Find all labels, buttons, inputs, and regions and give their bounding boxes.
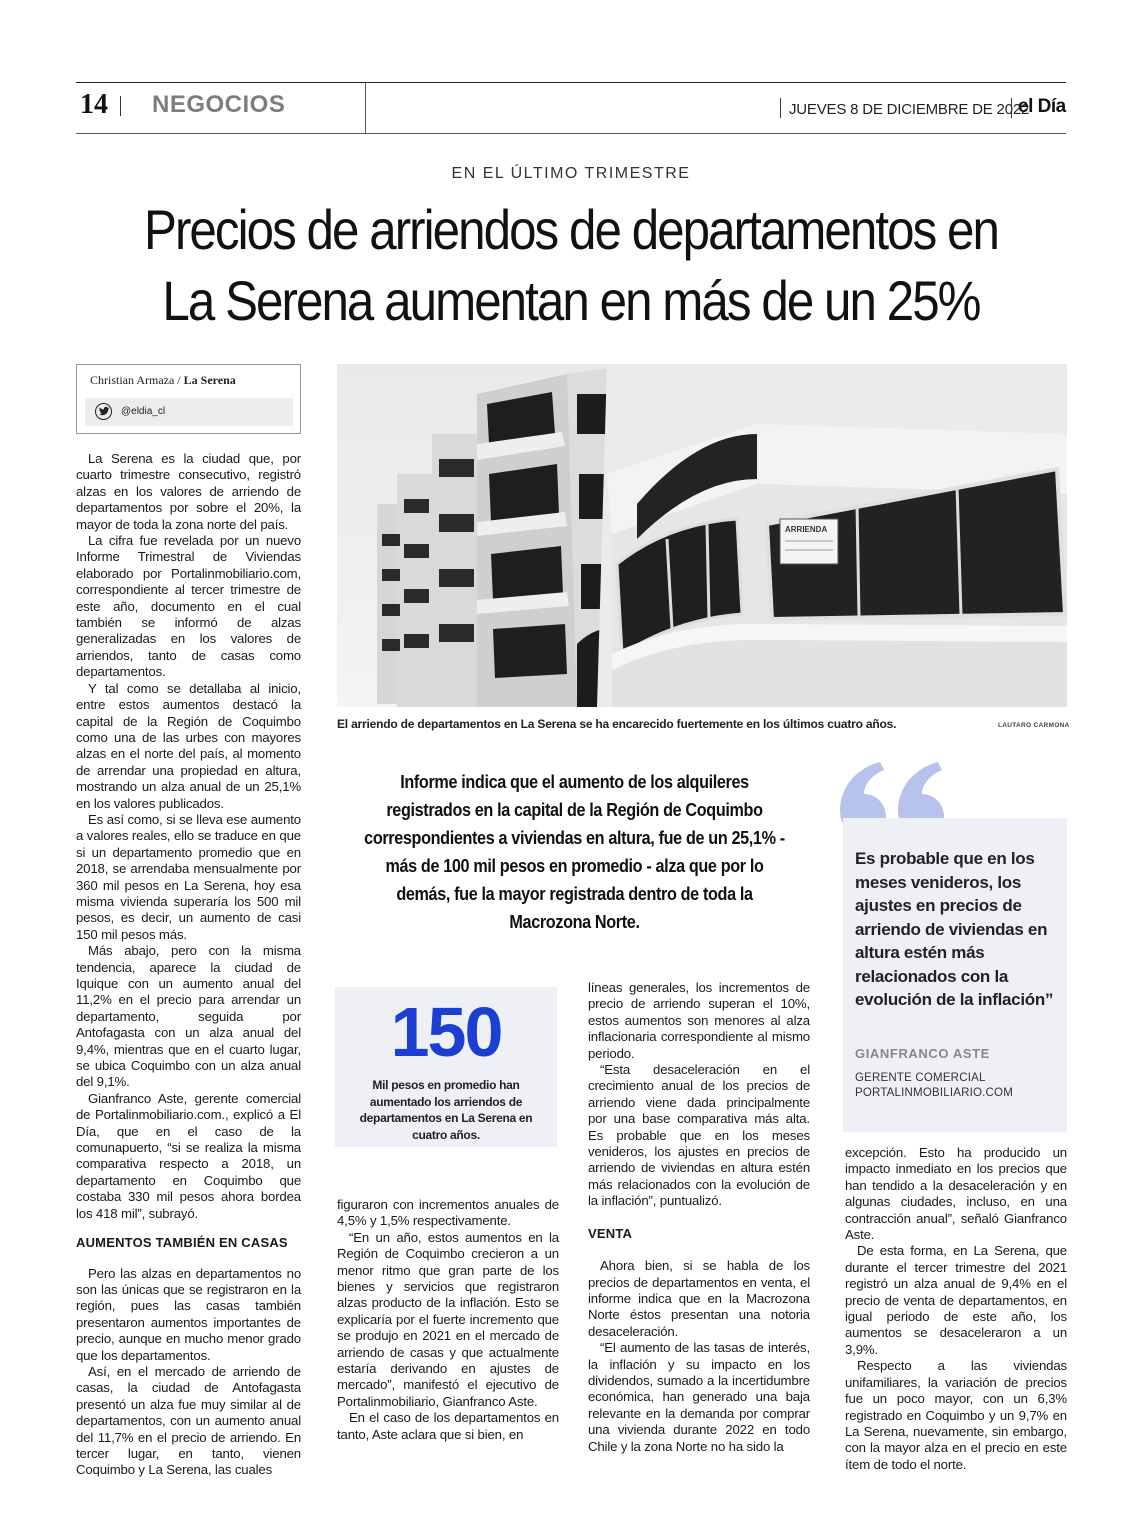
stat-description: Mil pesos en promedio han aumentado los arriendos de departamentos en La Serena en cuatro años. (359, 1078, 533, 1142)
header-separator (120, 96, 121, 116)
photo-credit: LAUTARO CARMONA (998, 722, 1070, 729)
photo-caption: El arriendo de departamentos en La Serena se ha encarecido fuertemente en los últimos cuatro años. (337, 717, 897, 731)
byline (90, 373, 236, 388)
headline-line-1: Precios de arriendos de departamentos en (144, 198, 998, 261)
header-separator (1011, 98, 1012, 118)
subheading: VENTA (588, 1225, 633, 1241)
stat-number: 150 (390, 993, 502, 1071)
issue-date: JUEVES 8 DE DICIEMBRE DE 2022 (789, 101, 1030, 118)
header-divider (365, 83, 366, 133)
paragraph: Pero las alzas en departamentos no son las únicas que se registraron en la región, pues las casas también presentaron aumentos importantes de precio, aunque en mucho menor grado que los departamentos. (76, 1265, 301, 1363)
stat-box (335, 987, 557, 1147)
headline-line-2: La Serena aumentan en más de un 25% (162, 268, 980, 332)
headline (121, 195, 1020, 336)
paragraph: Es así como, si se lleva ese aumento a valores reales, ello se traduce en que si un departamento promedio que en 2018, se arrendaba mensualmente por 360 mil pesos en La Serena, hoy esa misma vivienda superaría los 500 mil pesos, es decir, un aumento de casi 150 mil pesos más. (76, 811, 301, 942)
rent-sign-text: ARRIENDA (785, 525, 828, 534)
paragraph: líneas generales, los incrementos de precio de arriendo superan el 10%, estos aumentos son menores al alza inflacionaria correspondiente al mismo periodo. (588, 980, 810, 1061)
newspaper-logo: el Día (1018, 96, 1066, 117)
paragraph: “El aumento de las tasas de interés, la inflación y su impacto en los dividendos, sumado a la incertidumbre económica, han generado una baja relevante en la demanda por comprar una vivienda durante 2022 en todo Chile y la zona Norte no ha sido la (588, 1340, 810, 1454)
header-bottom-rule (76, 133, 1066, 134)
paragraph: Respecto a las viviendas unifamiliares, la variación de precios fue un poco mayor, con un 6,3% registrado en Coquimbo y un 9,7% en La Serena, nuevamente, sin embargo, con la mayor alza en el precio en este ítem de todo el norte. (845, 1358, 1067, 1472)
subheading: AUMENTOS TAMBIÉN EN CASAS (76, 1235, 288, 1251)
header-separator (780, 98, 781, 118)
header-top-rule (76, 82, 1066, 83)
paragraph: Más abajo, pero con la misma tendencia, aparece la ciudad de Iquique con un aumento anual del 11,2% en el precio para arrendar un departamento, seguida por Antofagasta con un alza anual del 9,4%, mientras que en el cuarto lugar, se ubica Coquimbo con un alza anual del 9,1%. (76, 943, 301, 1090)
section-title: NEGOCIOS (152, 91, 286, 118)
twitter-icon (95, 403, 112, 420)
byline-location: La Serena (183, 373, 236, 387)
byline-box (76, 364, 301, 434)
article-photo (337, 364, 1067, 707)
pull-quote: Es probable que en los meses venideros, los ajustes en precios de arriendo de viviendas en altura estén más relacionados con la evolución de la inflación” (855, 849, 1054, 1009)
building-illustration (337, 364, 1067, 707)
column-3 (588, 980, 810, 1455)
kicker: EN EL ÚLTIMO TRIMESTRE (451, 165, 691, 182)
quote-author: GIANFRANCO ASTE (855, 1046, 990, 1061)
paragraph: En el caso de los departamentos en tanto, Aste aclara que si bien, en (337, 1410, 559, 1442)
column-1 (76, 451, 301, 1479)
twitter-handle: @eldia_cl (121, 406, 166, 417)
paragraph: “En un año, estos aumentos en la Región de Coquimbo crecieron a un menor ritmo que gran parte de los bienes y servicios que registraron alzas producto de la inflación. Esto se explicaría por el fuerte incremento que se produjo en 2021 en el mercado de arriendo de casas y que actualmente estaría derivando en ajustes de mercado”, manifestó el ejecutivo de Portalinmobiliario, Gianfranco Aste. (337, 1229, 559, 1409)
paragraph: Ahora bien, si se habla de los precios de departamentos en venta, el informe indica que en la Macrozona Norte éstos presentan una notoria desaceleración. (588, 1258, 810, 1339)
paragraph: Y tal como se detallaba al inicio, entre estos aumentos destacó la capital de la Región de Coquimbo como una de las urbes con mayores alzas en el norte del país, al momento de arrendar una propiedad en altura, mostrando un alza anual de un 25,1% en los valores publicados. (76, 680, 301, 811)
paragraph: Así, en el mercado de arriendo de casas, la ciudad de Antofagasta presentó un alza fue muy similar al de departamentos, con un aumento anual del 11,7% en el precio de arriendo. En tercer lugar, en tanto, vienen Coquimbo y La Serena, las cuales (76, 1363, 301, 1478)
twitter-bar (85, 398, 293, 426)
column-4 (845, 1145, 1067, 1473)
paragraph: La Serena es la ciudad que, por cuarto trimestre consecutivo, registró alzas en los valores de arriendo de departamentos por sobre el 20%, la mayor de toda la zona norte del país. (76, 451, 301, 532)
paragraph: Gianfranco Aste, gerente comercial de Portalinmobiliario.com., explicó a El Día, que en el caso de la comunapuerto, “si se realiza la misma comparativa respecto a 2018, un departamento en Coquimbo que costaba 330 mil pesos ahora bordea los 418 mil”, subrayó. (76, 1090, 301, 1221)
paragraph: De esta forma, en La Serena, que durante el tercer trimestre del 2021 registró un alza anual de 9,4% en el precio de venta de departamentos, en igual periodo de este año, los aumentos se desaceleraron a un 3,9%. (845, 1243, 1067, 1357)
paragraph: excepción. Esto ha producido un impacto inmediato en los precios que han tendido a la desaceleración y en algunas ciudades, incluso, en una contracción anual”, señaló Gianfranco Aste. (845, 1145, 1067, 1243)
paragraph: “Esta desaceleración en el crecimiento anual de los precios de arriendo viene dada principalmente por una base comparativa más alta. Es probable que en los meses venideros, los ajustes en precios de arriendo de viviendas en altura estén más relacionados con la evolución de la inflación”, puntualizó. (588, 1062, 810, 1209)
column-2 (337, 1197, 559, 1443)
quote-author-role: GERENTE COMERCIAL PORTALINMOBILIARIO.COM (855, 1072, 1013, 1099)
summary-deck: Informe indica que el aumento de los alquileres registrados en la capital de la Región de Coquimbo correspondientes a viviendas en altura, fue de un 25,1% - más de 100 mil pesos en promedio - alza que por lo demás, fue la mayor registrada dentro de toda la Macrozona Norte. (364, 772, 785, 932)
page-number: 14 (80, 89, 108, 120)
byline-author: Christian Armaza / (90, 373, 181, 387)
paragraph: figuraron con incrementos anuales de 4,5% y 1,5% respectivamente. (337, 1197, 559, 1229)
paragraph: La cifra fue revelada por un nuevo Informe Trimestral de Viviendas elaborado por Portalinmobiliario.com, correspondiente al tercer trimestre de este año, documento en el cual también se informó de alzas generalizadas en los valores de arriendos, tanto de casas como departamentos. (76, 533, 301, 680)
